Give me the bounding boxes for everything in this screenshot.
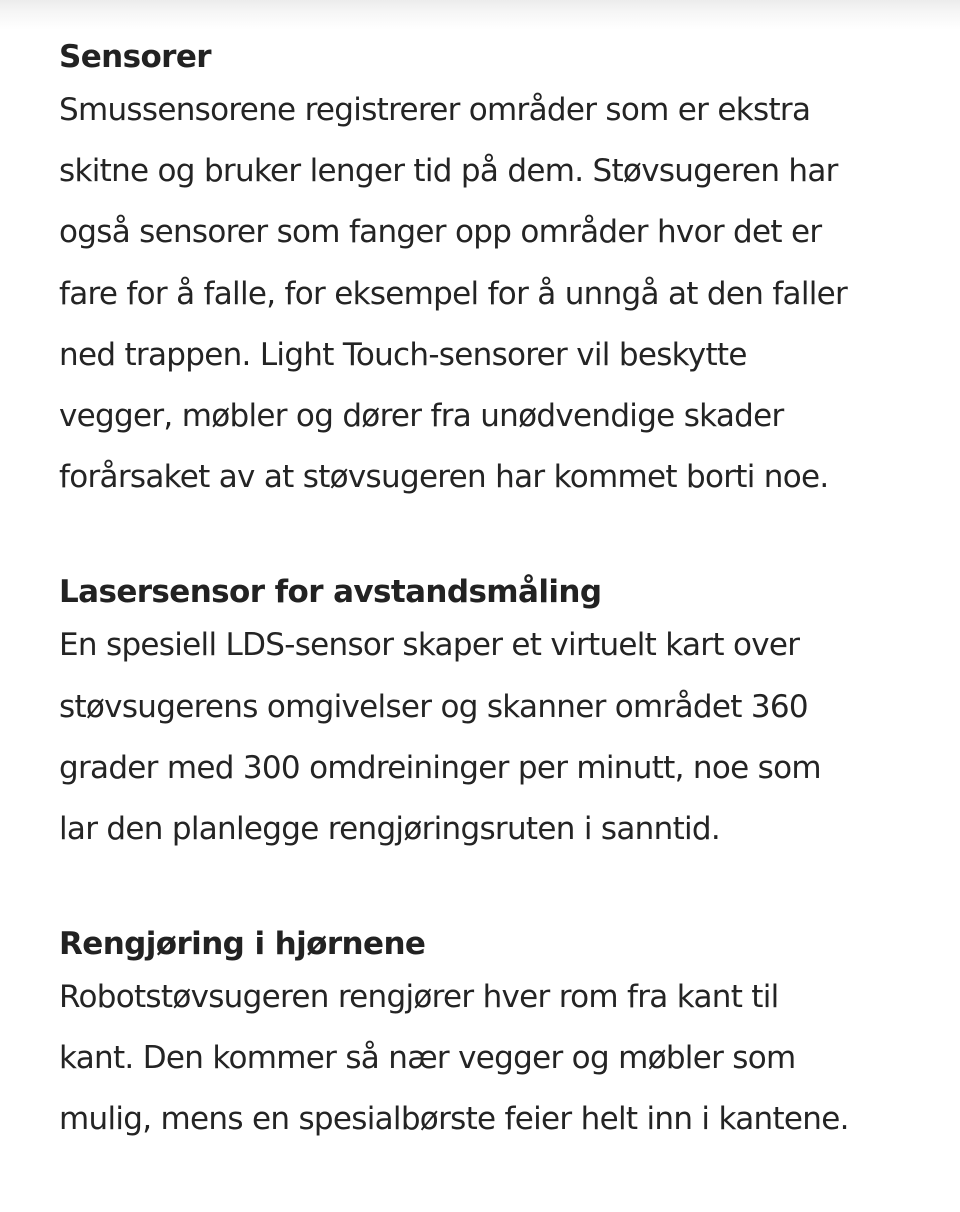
section-heading: Sensorer <box>59 39 211 75</box>
body-line: grader med 300 omdreininger per minutt, noe som <box>59 749 821 786</box>
section-sensorer <box>59 34 939 508</box>
body-line: mulig, mens en spesialbørste feier helt inn i kantene. <box>59 1101 849 1138</box>
body-line: Smussensorene registrerer områder som er ekstra <box>59 92 811 128</box>
body-line: skitne og bruker lenger tid på dem. Støvsugeren har <box>59 153 838 190</box>
body-line: vegger, møbler og dører fra unødvendige skader <box>59 397 784 434</box>
body-line: kant. Den kommer så nær vegger og møbler som <box>59 1040 796 1077</box>
section-rengjoring-hjornene <box>59 921 939 1151</box>
body-line: ned trappen. Light Touch-sensorer vil beskytte <box>59 336 747 373</box>
body-line: også sensorer som fanger opp områder hvor det er <box>59 214 822 251</box>
top-shadow <box>0 0 960 30</box>
body-line: Robotstøvsugeren rengjører hver rom fra kant til <box>59 979 779 1016</box>
section-body <box>59 80 939 508</box>
body-line: lar den planlegge rengjøringsruten i sanntid. <box>59 810 721 847</box>
section-body <box>59 967 939 1151</box>
section-heading: Lasersensor for avstandsmåling <box>59 574 602 611</box>
body-line: forårsaket av at støvsugeren har kommet borti noe. <box>59 459 829 496</box>
section-lasersensor <box>59 569 939 860</box>
body-line: fare for å falle, for eksempel for å unngå at den faller <box>59 275 848 312</box>
body-line: støvsugerens omgivelser og skanner området 360 <box>59 688 808 725</box>
body-line: En spesiell LDS-sensor skaper et virtuelt kart over <box>59 627 800 664</box>
article-content <box>59 34 939 1151</box>
section-heading: Rengjøring i hjørnene <box>59 926 426 963</box>
section-body <box>59 615 939 860</box>
